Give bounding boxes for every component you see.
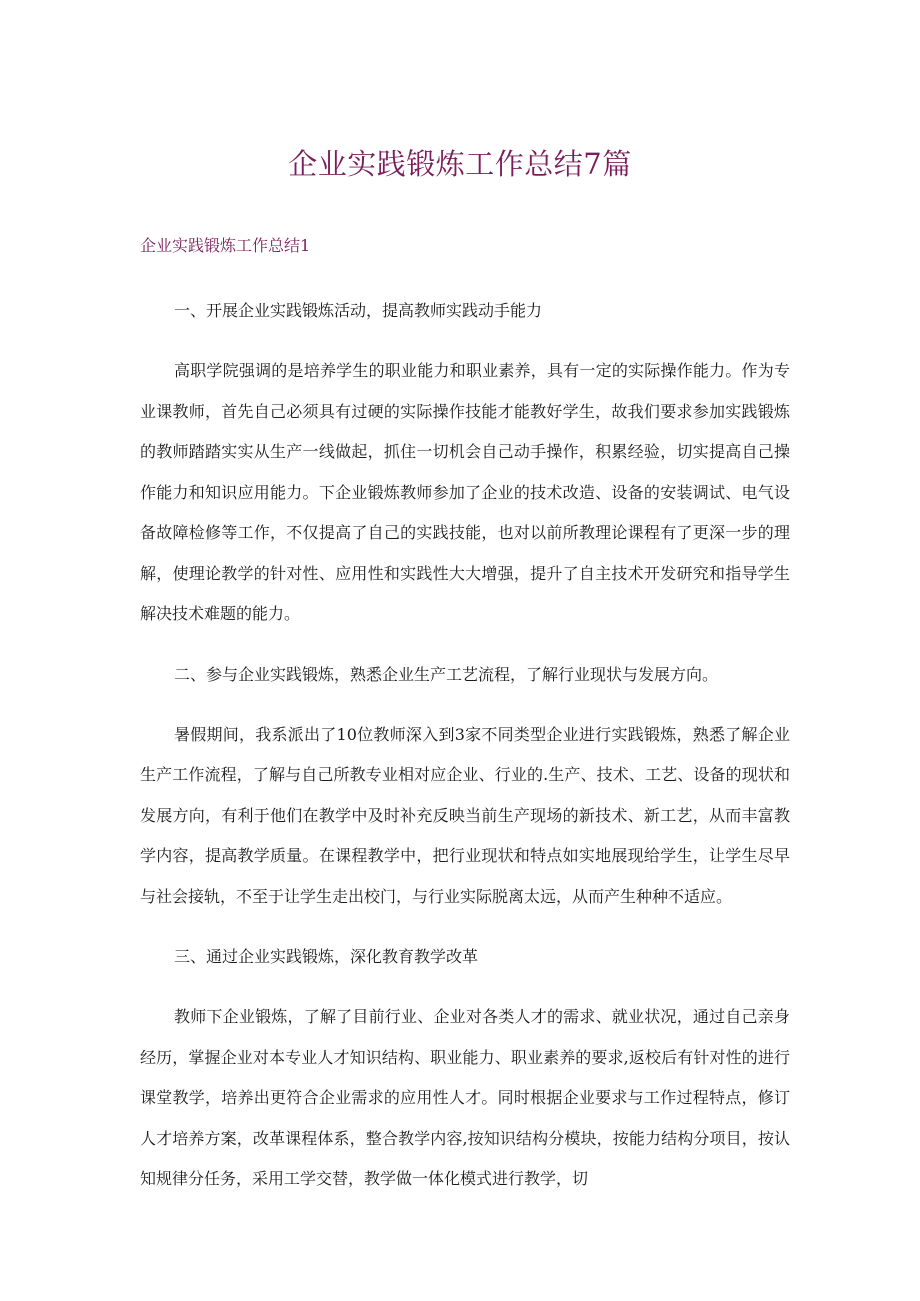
section-paragraph-2: 暑假期间，我系派出了10位教师深入到3家不同类型企业进行实践锻炼，熟悉了解企业生产工作流程，了解与自己所教专业相对应企业、行业的.生产、技术、工艺、设备的现状和发展方向，有利于他们在教学中及时补充反映当前生产现场的新技术、新工艺，从而丰富教学内容，提高教学质量。在课程教学中，把行业现状和特点如实地展现给学生，让学生尽早与社会接轨，不至于让学生走出校门，与行业实际脱离太远，从而产生种种不适应。 <box>140 724 790 906</box>
section-paragraph-1: 高职学院强调的是培养学生的职业能力和职业素养，具有一定的实际操作能力。作为专业课教师，首先自己必须具有过硬的实际操作技能才能教好学生，故我们要求参加实践锻炼的教师踏踏实实从生产一线做起，抓住一切机会自己动手操作，积累经验，切实提高自己操作能力和知识应用能力。下企业锻炼教师参加了企业的技术改造、设备的安装调试、电气设备故障检修等工作，不仅提高了自己的实践技能，也对以前所教理论课程有了更深一步的理解，使理论教学的针对性、应用性和实践性大大增强，提升了自主技术开发研究和指导学生解决技术难题的能力。 <box>140 361 790 623</box>
section-heading-3: 三、通过企业实践锻炼，深化教育教学改革 <box>174 947 479 966</box>
section-heading-2: 二、参与企业实践锻炼，熟悉企业生产工艺流程，了解行业现状与发展方向。 <box>174 664 719 684</box>
section-heading-1: 一、开展企业实践锻炼活动，提高教师实践动手能力 <box>174 301 543 320</box>
section-paragraph-3: 教师下企业锻炼，了解了目前行业、企业对各类人才的需求、就业状况，通过自己亲身经历，掌握企业对本专业人才知识结构、职业能力、职业素养的要求,返校后有针对性的进行课堂教学，培养出更符合企业需求的应用性人才。同时根据企业要求与工作过程特点，修订人才培养方案，改革课程体系，整合教学内容,按知识结构分模块，按能力结构分项目，按认知规律分任务，采用工学交替，教学做一体化模式进行教学，切 <box>140 1007 790 1188</box>
document-body <box>140 296 790 1225</box>
page-title: 企业实践锻炼工作总结7篇 <box>288 147 632 181</box>
section-subtitle: 企业实践锻炼工作总结1 <box>140 236 311 255</box>
